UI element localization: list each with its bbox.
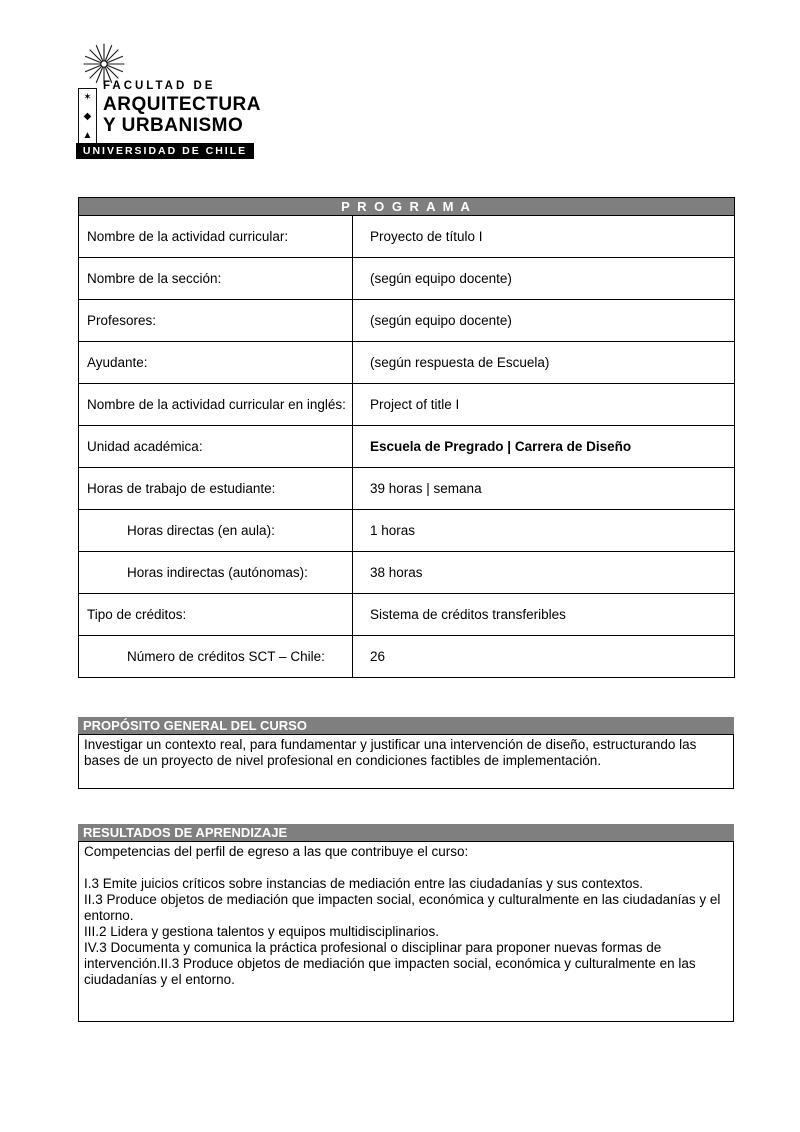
row-label: Número de créditos SCT – Chile:: [79, 636, 353, 678]
row-value: 38 horas: [353, 552, 735, 594]
row-value: 26: [353, 636, 735, 678]
row-value: (según respuesta de Escuela): [353, 342, 735, 384]
section-body-resultados: [78, 841, 734, 1022]
crest-strip: [78, 88, 97, 146]
table-row: [79, 258, 735, 300]
body-line: Competencias del perfil de egreso a las que contribuye el curso:: [84, 844, 469, 859]
faculty-name-line2: ARQUITECTURA: [103, 94, 261, 115]
row-value: Escuela de Pregrado | Carrera de Diseño: [353, 426, 735, 468]
body-line: Investigar un contexto real, para fundamentar y justificar una intervención de diseño, estructurando las bases de un proyecto de nivel profesional en condiciones factibles de implementación.: [84, 737, 697, 768]
program-table: [78, 197, 735, 678]
table-row: [79, 594, 735, 636]
row-label: Horas de trabajo de estudiante:: [79, 468, 353, 510]
body-line: IV.3 Documenta y comunica la práctica profesional o disciplinar para proponer nuevas formas de intervención.II.3 Produce objetos de mediación que impacten social, económica y culturalmente en las ciudadanías y el entorno.: [84, 940, 696, 987]
section-header-resultados: RESULTADOS DE APRENDIZAJE: [78, 824, 734, 841]
row-value: Project of title I: [353, 384, 735, 426]
row-label: Unidad académica:: [79, 426, 353, 468]
program-table-title: P R O G R A M A: [79, 198, 735, 216]
row-value: 1 horas: [353, 510, 735, 552]
table-row: [79, 468, 735, 510]
section-proposito-general: [78, 717, 734, 789]
crest-icon-1: ✶: [83, 92, 92, 104]
program-table-header-row: [79, 198, 735, 216]
row-label: Nombre de la actividad curricular:: [79, 216, 353, 258]
table-row: [79, 552, 735, 594]
row-value: Sistema de créditos transferibles: [353, 594, 735, 636]
table-row: [79, 510, 735, 552]
row-value: Proyecto de título I: [353, 216, 735, 258]
section-header-proposito: PROPÓSITO GENERAL DEL CURSO: [78, 717, 734, 734]
table-row: [79, 342, 735, 384]
row-label: Nombre de la sección:: [79, 258, 353, 300]
row-label: Tipo de créditos:: [79, 594, 353, 636]
row-label: Horas directas (en aula):: [79, 510, 353, 552]
body-line: II.3 Produce objetos de mediación que impacten social, económica y culturalmente en las ciudadanías y el entorno.: [84, 892, 721, 923]
row-value: (según equipo docente): [353, 258, 735, 300]
table-row: [79, 636, 735, 678]
faculty-name-line1: FACULTAD DE: [103, 80, 216, 92]
table-row: [79, 216, 735, 258]
row-label: Horas indirectas (autónomas):: [79, 552, 353, 594]
program-table-body: [79, 216, 735, 678]
table-row: [79, 300, 735, 342]
table-row: [79, 384, 735, 426]
section-resultados-aprendizaje: [78, 824, 734, 1022]
crest-icon-2: ◆: [83, 110, 92, 122]
body-line: I.3 Emite juicios críticos sobre instancias de mediación entre las ciudadanías y sus contextos.: [84, 876, 644, 891]
body-line: [84, 860, 728, 876]
university-logo: [76, 42, 261, 162]
section-body-proposito: [78, 734, 734, 789]
row-value: 39 horas | semana: [353, 468, 735, 510]
crest-icon-3: ▲: [82, 129, 93, 141]
university-name-banner: UNIVERSIDAD DE CHILE: [76, 143, 254, 159]
faculty-name: [103, 80, 261, 136]
row-label: Profesores:: [79, 300, 353, 342]
table-row: [79, 426, 735, 468]
faculty-name-line3: Y URBANISMO: [103, 115, 244, 136]
row-value: (según equipo docente): [353, 300, 735, 342]
row-label: Nombre de la actividad curricular en inglés:: [79, 384, 353, 426]
body-line: III.2 Lidera y gestiona talentos y equipos multidisciplinarios.: [84, 924, 439, 939]
row-label: Ayudante:: [79, 342, 353, 384]
